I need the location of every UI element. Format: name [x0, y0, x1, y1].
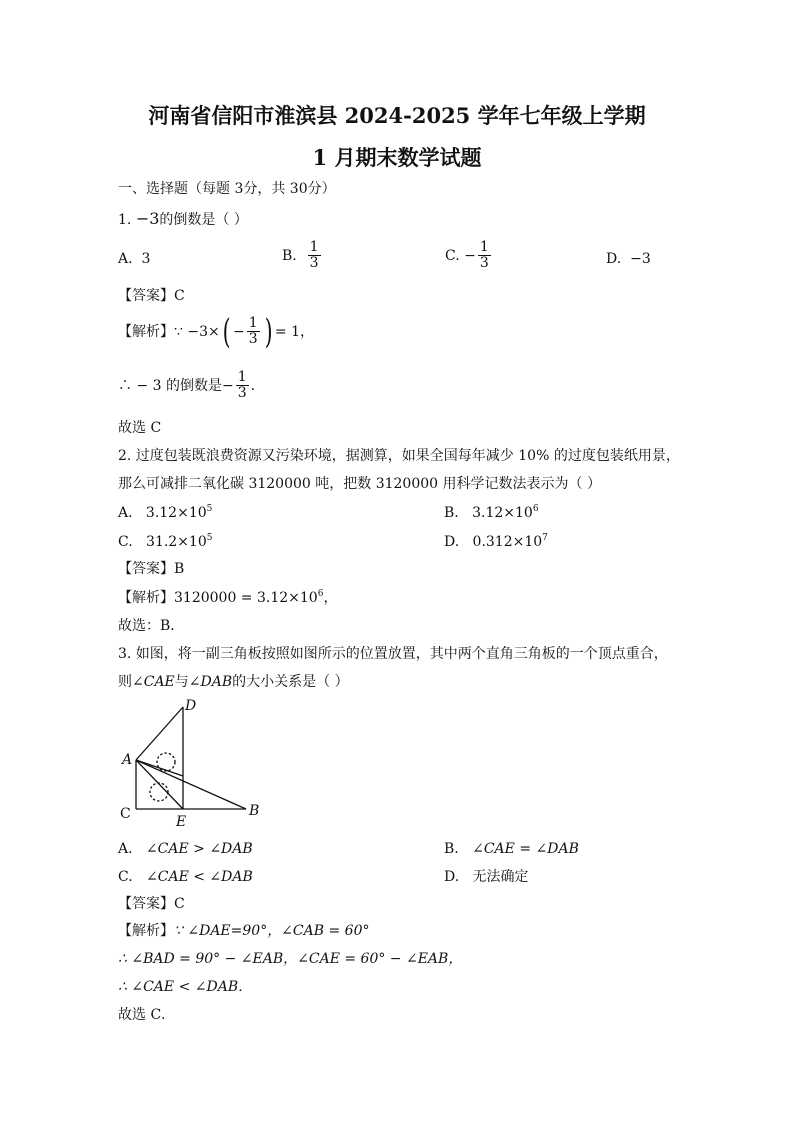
angle-cae: ∠CAE [132, 674, 175, 690]
q1-option-d [606, 250, 651, 268]
q2-answer [118, 560, 184, 578]
option-base: 31.2×10 [146, 534, 207, 550]
section-heading: 一、选择题（每题 3分，共 30分） [118, 181, 336, 197]
minus-sign: − [233, 323, 245, 340]
q3-option-c [118, 868, 253, 886]
q3-stem-line2 [118, 673, 349, 691]
q2-stem-line1: 2. 过度包装既浪费资源又污染环境，据测算，如果全国每年减少 10% 的过度包装纸用景， [118, 448, 680, 464]
analysis-expression: 3120000 = 3.12×10 [174, 590, 318, 606]
stem-text: 与 [174, 674, 189, 690]
comma: ， [323, 590, 338, 606]
q3-analysis-line1 [118, 922, 369, 940]
answer-label: 【答案】 [118, 561, 174, 577]
label-e: E [176, 814, 187, 830]
fraction-numerator: 1 [248, 315, 258, 331]
option-label: C. [118, 869, 133, 885]
option-base: 3.12×10 [145, 505, 207, 521]
option-label: D. [444, 534, 460, 550]
label-c: C [120, 806, 131, 822]
option-label: B. [282, 247, 297, 264]
q1-analysis [118, 311, 315, 352]
q2-analysis [118, 589, 337, 607]
analysis-expression: ∵ −3× [174, 323, 220, 340]
conclusion-text: ∴ − 3 的倒数是 [118, 377, 222, 394]
left-paren: ( [222, 311, 231, 352]
minus-sign: − [464, 247, 476, 264]
q2-pick: 故选：B． [118, 618, 185, 634]
angle-dab: ∠DAB [188, 674, 233, 690]
analysis-result: = 1， [274, 323, 315, 340]
q2-option-a [118, 504, 212, 522]
analysis-label: 【解析】 [118, 923, 174, 939]
option-label: D. [606, 251, 622, 267]
option-exponent: 6 [532, 504, 539, 514]
q1-conclusion [118, 370, 255, 401]
option-label: B. [444, 505, 459, 521]
option-label: A. [118, 251, 133, 267]
segment-ab [136, 760, 246, 809]
answer-value: C [174, 288, 185, 304]
answer-value: C [174, 896, 185, 912]
page-title-line1: 河南省信阳市淮滨县 2024-2025 学年七年级上学期 [148, 103, 646, 128]
option-label: B. [444, 841, 459, 857]
q1-pick: 故选 C [118, 420, 162, 436]
analysis-exponent: 6 [317, 589, 324, 599]
analysis-expression: ∵ ∠DAE=90°，∠CAB = 60° [174, 923, 370, 939]
q1-stem [118, 210, 248, 229]
label-b: B [249, 803, 260, 819]
q3-option-b [444, 840, 579, 858]
option-label: C. [445, 247, 460, 264]
fraction [308, 240, 321, 271]
q3-analysis-line3: ∴ ∠CAE < ∠DAB． [118, 979, 253, 995]
q1-number: 1. [118, 212, 132, 228]
stem-text: 的大小关系是（ ） [232, 674, 349, 690]
option-label: D. [444, 869, 460, 885]
q3-stem-line1: 3. 如图，将一副三角板按照如图所示的位置放置，其中两个直角三角板的一个顶点重合， [118, 646, 668, 662]
fraction-numerator: 1 [237, 369, 247, 385]
q1-option-c [445, 240, 493, 271]
analysis-label: 【解析】 [118, 590, 174, 606]
fraction-denominator: 3 [237, 385, 247, 401]
q3-pick: 故选 C． [118, 1007, 176, 1023]
option-label: A. [118, 505, 133, 521]
option-value: ∠CAE > ∠DAB [145, 841, 253, 857]
minus-sign: − [222, 377, 234, 394]
fraction [478, 240, 491, 271]
q3-answer [118, 895, 185, 913]
q2-option-d [444, 533, 548, 551]
option-exponent: 5 [206, 504, 213, 514]
label-d: D [185, 698, 197, 714]
stem-text: 则 [118, 674, 132, 690]
right-paren: ) [264, 311, 273, 352]
q1-option-a [118, 250, 150, 268]
label-a: A [122, 752, 133, 768]
option-base: 0.312×10 [472, 534, 543, 550]
q3-option-d [444, 868, 529, 886]
q1-stem-math: −3 [135, 209, 160, 228]
q2-option-c [118, 533, 212, 551]
answer-label: 【答案】 [118, 288, 174, 304]
q2-stem-line2: 那么可减排二氧化碳 3120000 吨，把数 3120000 用科学记数法表示为（ ） [118, 476, 601, 492]
option-value: ∠CAE = ∠DAB [472, 841, 579, 857]
q1-option-b [282, 240, 323, 271]
q2-option-b [444, 504, 539, 522]
period: . [250, 377, 256, 394]
dashed-circle-lower [150, 783, 168, 801]
fraction-denominator: 3 [309, 255, 319, 271]
fraction-denominator: 3 [479, 255, 489, 271]
page-title-line2: 1 月期末数学试题 [312, 145, 482, 170]
option-value: 3 [141, 251, 151, 267]
fraction [247, 316, 260, 347]
option-value: −3 [630, 251, 651, 267]
fraction [236, 370, 249, 401]
fraction-denominator: 3 [248, 331, 258, 347]
triangle-figure [112, 696, 272, 831]
fraction-numerator: 1 [309, 239, 319, 255]
analysis-label: 【解析】 [118, 323, 174, 340]
q1-stem-text: 的倒数是（ ） [159, 212, 248, 228]
answer-label: 【答案】 [118, 896, 174, 912]
option-value: ∠CAE < ∠DAB [146, 869, 253, 885]
option-exponent: 5 [206, 533, 213, 543]
option-value: 无法确定 [472, 869, 529, 885]
q3-option-a [118, 840, 253, 858]
q1-answer [118, 287, 185, 305]
option-exponent: 7 [542, 533, 548, 543]
option-base: 3.12×10 [472, 505, 533, 521]
segment-ad [136, 707, 183, 760]
option-label: A. [118, 841, 133, 857]
option-label: C. [118, 534, 133, 550]
fraction-numerator: 1 [479, 239, 489, 255]
q3-analysis-line2: ∴ ∠BAD = 90° − ∠EAB，∠CAE = 60° − ∠EAB， [118, 951, 463, 967]
answer-value: B [174, 561, 185, 577]
